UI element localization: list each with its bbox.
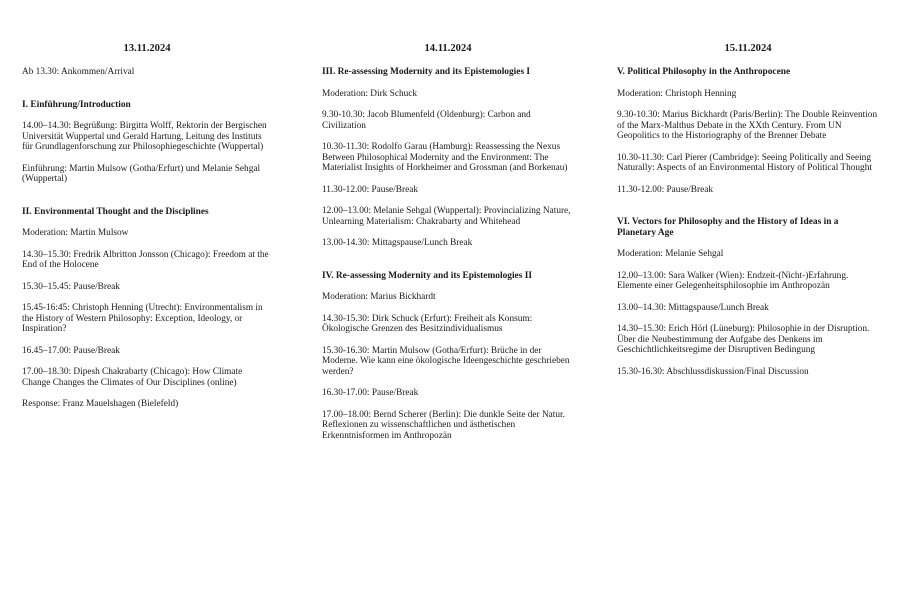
program-item: Moderation: Martin Mulsow: [22, 228, 129, 238]
program-item: Moderation: Melanie Sehgal: [617, 249, 724, 259]
program-item: 14.30–15.30: Erich Hörl (Lüneburg): Philosophie in der Disruption. Über die Neubestimmung der Aufgabe des Denkens im Geschichtlichkeitsregime der Disruptiven Bedingung: [617, 324, 870, 355]
program-item: 9.30-10.30: Marius Bickhardt (Paris/Berlin): The Double Reinvention of the Marx-Malthus Debate in the XXth Century. From UN Geopolitics to the Historiography of the Brenner Debate: [617, 110, 878, 141]
program-item: Moderation: Christoph Henning: [617, 88, 737, 99]
program-item: Ab 13.30: Ankommen/Arrival: [22, 67, 135, 77]
section-heading: IV. Re-assessing Modernity and its Epistemologies II: [322, 270, 532, 281]
program-item: 15.30-16.30: Martin Mulsow (Gotha/Erfurt): Brüche in der Moderne. Wie kann eine ökologische Ideengeschichte geschrieben werden?: [322, 345, 570, 377]
day-entries: [322, 67, 574, 441]
program-item: 13.00-14.30: Mittagspause/Lunch Break: [322, 238, 473, 248]
program-item: Response: Franz Mauelshagen (Bielefeld): [22, 399, 179, 409]
program-item: 16.45–17.00: Pause/Break: [22, 345, 120, 356]
day-date: 13.11.2024: [123, 43, 171, 54]
program-item: 12.00–13.00: Sara Walker (Wien): Endzeit-(Nicht-)Erfahrung. Elemente einer Gelegenheitsphilosophie im Anthropozän: [617, 270, 849, 291]
program-item: 15.30-16.30: Abschlussdiskussion/Final Discussion: [617, 366, 809, 377]
section-heading: II. Environmental Thought and the Disciplines: [22, 206, 209, 217]
program-item: 14.30-15.30: Dirk Schuck (Erfurt): Freiheit als Konsum: Ökologische Grenzen des Besitzindividualismus: [322, 313, 533, 334]
program-item: 11.30-12.00: Pause/Break: [617, 184, 713, 195]
program-item: 17.00–18.30: Dipesh Chakrabarty (Chicago): How Climate Change Changes the Climates of Our Disciplines (online): [22, 367, 243, 388]
program-item: 14.00–14.30: Begrüßung: Birgitta Wolff, Rektorin der Bergischen Universität Wuppertal und Gerald Hartung, Leitung des Instituts für Grundlagenforschung zur Philosophiegeschichte (Wuppertal): [22, 121, 267, 152]
section-heading: VI. Vectors for Philosophy and the History of Ideas in a Planetary Age: [617, 217, 839, 238]
program-item: 17.00–18.00: Bernd Scherer (Berlin): Die dunkle Seite der Natur. Reflexionen zu wissenschaftlichen und ästhetischen Erkenntnisformen im Anthropozän: [322, 409, 565, 441]
section-heading: I. Einführung/Introduction: [22, 99, 131, 110]
program-item: 10.30-11.30: Rodolfo Garau (Hamburg): Reassessing the Nexus Between Philosophical Modernity and the Environment: The Materialist Insights of Horkheimer and Grossman (and Borkenau): [322, 142, 568, 173]
day-date: 14.11.2024: [424, 43, 472, 54]
program-item: 16.30-17.00: Pause/Break: [322, 388, 419, 398]
program-item: 12.00–13.00: Melanie Sehgal (Wuppertal): Provincializing Nature, Unlearning Materialism: Chakrabarty and Whitehead: [322, 206, 571, 227]
program-item: Moderation: Dirk Schuck: [322, 88, 418, 99]
program-item: 9.30-10.30: Jacob Blumenfeld (Oldenburg): Carbon and Civilization: [322, 110, 531, 131]
program-item: Einführung: Martin Mulsow (Gotha/Erfurt) und Melanie Sehgal (Wuppertal): [22, 163, 261, 184]
section-heading: V. Political Philosophy in the Anthropocene: [617, 67, 791, 77]
section-heading: III. Re-assessing Modernity and its Epistemologies I: [322, 67, 531, 77]
day-column-15-11: [617, 42, 879, 388]
program-item: 13.00–14.30: Mittagspause/Lunch Break: [617, 302, 769, 313]
day-entries: [22, 67, 272, 410]
program-item: 14.30–15.30: Fredrik Albritton Jonsson (Chicago): Freedom at the End of the Holocene: [22, 249, 269, 270]
program-item: 11.30-12.00: Pause/Break: [322, 184, 418, 195]
program-item: Moderation: Marius Bickhardt: [322, 292, 436, 302]
program-item: 15.30–15.45: Pause/Break: [22, 281, 120, 292]
day-column-14-11: [322, 42, 574, 452]
program-item: 10.30-11.30: Carl Pierer (Cambridge): Seeing Politically and Seeing Naturally: Aspects of an Environmental History of Political Thought: [617, 152, 872, 173]
day-date: 15.11.2024: [724, 43, 772, 54]
day-column-13-11: [22, 42, 272, 421]
day-entries: [617, 67, 879, 377]
program-item: 15.45-16:45: Christoph Henning (Utrecht): Environmentalism in the History of Western Philosophy: Exception, Ideology, or Inspiration?: [22, 303, 263, 334]
